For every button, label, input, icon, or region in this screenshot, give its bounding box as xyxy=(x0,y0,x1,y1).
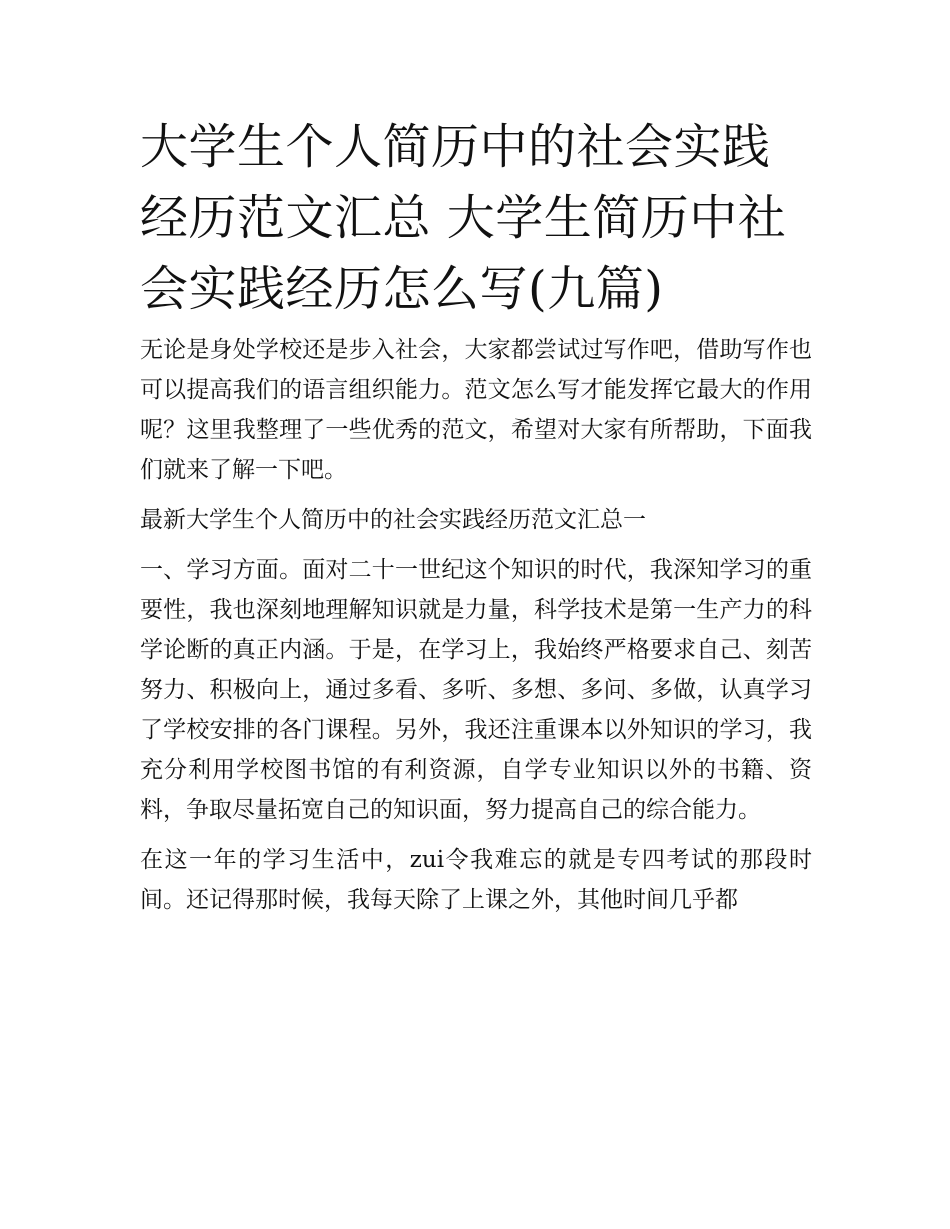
body-paragraph-1: 一、学习方面。面对二十一世纪这个知识的时代，我深知学习的重要性，我也深刻地理解知识就是力量，科学技术是第一生产力的科学论断的真正内涵。于是，在学习上，我始终严格要求自己、刻苦努力、积极向上，通过多看、多听、多想、多问、多做，认真学习了学校安排的各门课程。另外，我还注重课本以外知识的学习，我充分利用学校图书馆的有利资源，自学专业知识以外的书籍、资料，争取尽量拓宽自己的知识面，努力提高自己的综合能力。 xyxy=(140,557,812,823)
body-paragraph-2: 在这一年的学习生活中，zui令我难忘的就是专四考试的那段时间。还记得那时候，我每天除了上课之外，其他时间几乎都 xyxy=(140,847,812,913)
section-heading: 最新大学生个人简历中的社会实践经历范文汇总一 xyxy=(140,507,646,533)
document-title: 大学生个人简历中的社会实践经历范文汇总 大学生简历中社会实践经历怎么写(九篇) xyxy=(140,119,787,317)
document-content xyxy=(140,112,812,920)
intro-paragraph: 无论是身处学校还是步入社会，大家都尝试过写作吧，借助写作也可以提高我们的语言组织能力。范文怎么写才能发挥它最大的作用呢？这里我整理了一些优秀的范文，希望对大家有所帮助，下面我们就来了解一下吧。 xyxy=(140,337,812,483)
